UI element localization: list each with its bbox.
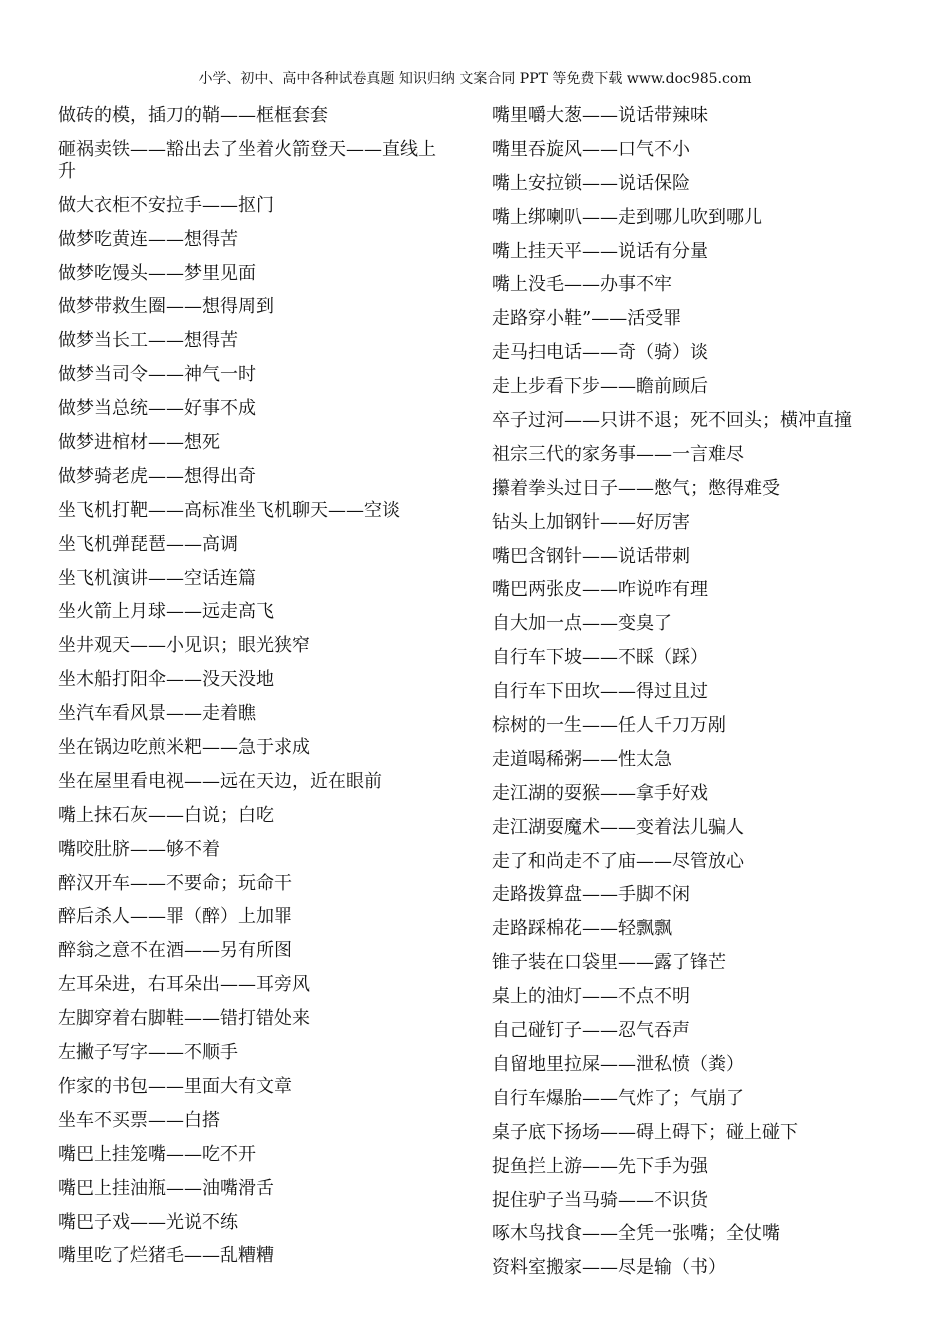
xiehouyu-entry: 走江湖耍魔术——变着法儿骗人	[492, 816, 744, 838]
xiehouyu-entry: 走路拨算盘——手脚不闲	[492, 884, 690, 906]
xiehouyu-entry: 走江湖的耍猴——拿手好戏	[492, 782, 708, 804]
xiehouyu-entry: 棕树的一生——任人千刀万剐	[492, 715, 726, 737]
xiehouyu-entry: 坐木船打阳伞——没天没地	[58, 669, 274, 691]
xiehouyu-entry: 坐井观天——小见识；眼光狭窄	[58, 635, 310, 657]
xiehouyu-entry: 砸祸卖铁——豁出去了坐着火箭登天——直线上升	[58, 138, 436, 182]
left-column	[58, 105, 450, 1279]
xiehouyu-entry: 做梦骑老虎——想得出奇	[58, 465, 256, 487]
xiehouyu-entry: 做梦当长工——想得苦	[58, 330, 238, 352]
xiehouyu-entry: 坐火箭上月球——远走高飞	[58, 601, 274, 623]
xiehouyu-entry: 嘴巴两张皮——咋说咋有理	[492, 579, 708, 601]
right-column	[492, 105, 932, 1291]
xiehouyu-entry: 左耳朵进，右耳朵出——耳旁风	[58, 974, 310, 996]
xiehouyu-entry: 做梦带救生圈——想得周到	[58, 296, 274, 318]
xiehouyu-entry: 嘴巴上挂油瓶——油嘴滑舌	[58, 1177, 274, 1199]
xiehouyu-entry: 走路踩棉花——轻飘飘	[492, 918, 672, 940]
xiehouyu-entry: 做梦当司令——神气一时	[58, 364, 256, 386]
xiehouyu-entry: 做梦吃馒头——梦里见面	[58, 262, 256, 284]
xiehouyu-entry: 坐在锅边吃煎米粑——急于求成	[58, 737, 310, 759]
xiehouyu-entry: 自行车下坡——不睬（踩）	[492, 647, 708, 669]
xiehouyu-entry: 锥子装在口袋里——露了锋芒	[492, 952, 726, 974]
xiehouyu-entry: 走道喝稀粥——性太急	[492, 748, 672, 770]
xiehouyu-entry: 嘴上没毛——办事不牢	[492, 274, 672, 296]
xiehouyu-entry: 做砖的模，插刀的鞘——框框套套	[58, 105, 328, 126]
xiehouyu-entry: 醉后杀人——罪（醉）上加罪	[58, 906, 292, 928]
xiehouyu-entry: 坐飞机打靶——高标准坐飞机聊天——空谈	[58, 499, 400, 521]
xiehouyu-entry: 啄木鸟找食——全凭一张嘴；全仗嘴	[492, 1223, 780, 1245]
xiehouyu-entry: 做梦进棺材——想死	[58, 432, 220, 454]
xiehouyu-entry: 走马扫电话——奇（骑）谈	[492, 342, 708, 364]
xiehouyu-entry: 走上步看下步——瞻前顾后	[492, 376, 708, 398]
xiehouyu-entry: 捉住驴子当马骑——不识货	[492, 1189, 708, 1211]
xiehouyu-entry: 作家的书包——里面大有文章	[58, 1075, 292, 1097]
xiehouyu-entry: 嘴上挂天平——说话有分量	[492, 240, 708, 262]
xiehouyu-entry: 嘴上绑喇叭——走到哪儿吹到哪儿	[492, 206, 762, 228]
xiehouyu-entry: 醉翁之意不在酒——另有所图	[58, 940, 292, 962]
xiehouyu-entry: 做梦吃黄连——想得苦	[58, 228, 238, 250]
xiehouyu-entry: 自行车爆胎——气炸了；气崩了	[492, 1087, 744, 1109]
xiehouyu-entry: 卒子过河——只讲不退；死不回头；横冲直撞	[492, 410, 852, 432]
xiehouyu-entry: 祖宗三代的家务事——一言难尽	[492, 443, 744, 465]
xiehouyu-entry: 嘴咬肚脐——够不着	[58, 838, 220, 860]
xiehouyu-entry: 做大衣柜不安拉手——抠门	[58, 194, 274, 216]
xiehouyu-entry: 捉鱼拦上游——先下手为强	[492, 1155, 708, 1177]
xiehouyu-entry: 自大加一点——变臭了	[492, 613, 672, 635]
xiehouyu-entry: 坐飞机弹琵琶——高调	[58, 533, 238, 555]
xiehouyu-entry: 嘴巴子戏——光说不练	[58, 1211, 238, 1233]
xiehouyu-entry: 嘴里嚼大葱——说话带辣味	[492, 105, 708, 126]
xiehouyu-entry: 自己碰钉子——忍气吞声	[492, 1020, 690, 1042]
xiehouyu-entry: 坐在屋里看电视——远在天边，近在眼前	[58, 770, 382, 792]
xiehouyu-entry: 走路穿小鞋”——活受罪	[492, 308, 682, 330]
xiehouyu-entry: 坐飞机演讲——空话连篇	[58, 567, 256, 589]
xiehouyu-entry: 桌上的油灯——不点不明	[492, 986, 690, 1008]
xiehouyu-entry: 醉汉开车——不要命；玩命干	[58, 872, 292, 894]
xiehouyu-entry: 坐车不买票——白搭	[58, 1109, 220, 1131]
page-header: 小学、初中、高中各种试卷真题 知识归纳 文案合同 PPT 等免费下载 www.doc985.com	[198, 71, 752, 87]
xiehouyu-entry: 走了和尚走不了庙——尽管放心	[492, 850, 744, 872]
xiehouyu-entry: 左撇子写字——不顺手	[58, 1042, 238, 1064]
xiehouyu-entry: 钻头上加钢针——好厉害	[492, 511, 690, 533]
xiehouyu-entry: 资料室搬家——尽是输（书）	[492, 1257, 726, 1279]
xiehouyu-entry: 嘴上抹石灰——白说；白吃	[58, 804, 274, 826]
xiehouyu-entry: 左脚穿着右脚鞋——错打错处来	[58, 1008, 310, 1030]
xiehouyu-entry: 攥着拳头过日子——憋气；憋得难受	[492, 477, 780, 499]
xiehouyu-entry: 桌子底下扬场——碍上碍下；碰上碰下	[492, 1121, 798, 1143]
xiehouyu-entry: 嘴里吞旋风——口气不小	[492, 138, 690, 160]
xiehouyu-entry: 自行车下田坎——得过且过	[492, 681, 708, 703]
xiehouyu-entry: 做梦当总统——好事不成	[58, 398, 256, 420]
xiehouyu-entry: 嘴巴上挂笼嘴——吃不开	[58, 1143, 256, 1165]
xiehouyu-entry: 坐汽车看风景——走着瞧	[58, 703, 256, 725]
xiehouyu-entry: 嘴里吃了烂猪毛——乱糟糟	[58, 1245, 274, 1267]
xiehouyu-entry: 自留地里拉屎——泄私愤（粪）	[492, 1053, 744, 1075]
xiehouyu-entry: 嘴巴含钢针——说话带刺	[492, 545, 690, 567]
xiehouyu-entry: 嘴上安拉锁——说话保险	[492, 172, 690, 194]
